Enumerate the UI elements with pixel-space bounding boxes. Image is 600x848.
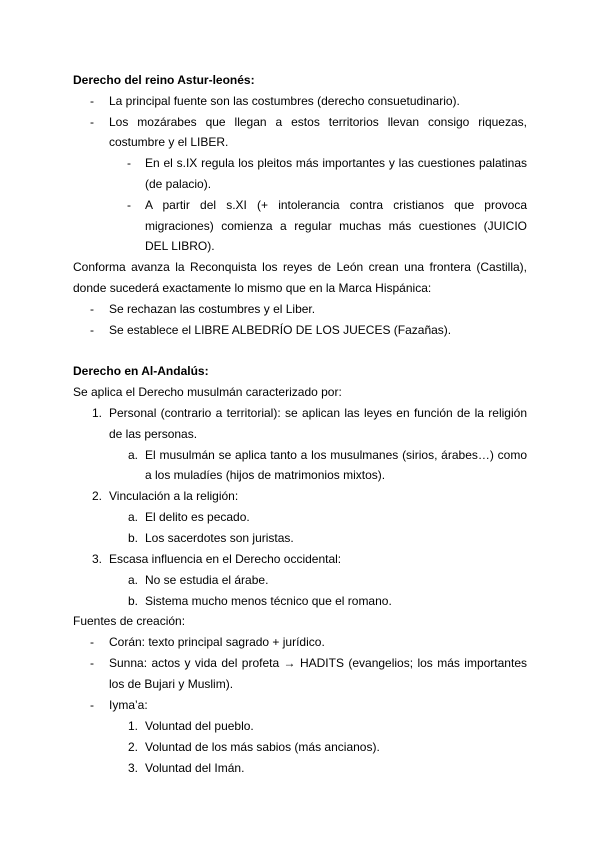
list-number: 3. <box>92 552 103 566</box>
sub-list-item: Sistema mucho menos técnico que el romano. <box>145 594 392 608</box>
list-item: Vinculación a la religión: <box>109 489 239 503</box>
list-item: Escasa influencia en el Derecho occidental: <box>109 552 342 566</box>
list-item-cont: costumbre y el LIBER. <box>109 135 229 149</box>
sub-list-item: El delito es pecado. <box>145 510 250 524</box>
bullet-dash: - <box>90 302 94 316</box>
bullet-dash: - <box>90 323 94 337</box>
sub-list-item: Voluntad del pueblo. <box>145 719 254 733</box>
sub-list-item-cont: DEL LIBRO). <box>145 239 215 253</box>
list-letter: a. <box>128 510 139 524</box>
list-number: 2. <box>128 740 139 754</box>
bullet-dash: - <box>90 635 94 649</box>
list-item: Corán: texto principal sagrado + jurídico. <box>109 635 325 649</box>
bullet-dash: - <box>127 198 131 212</box>
sub-list-item: Voluntad de los más sabios (más ancianos). <box>145 740 380 754</box>
list-letter: b. <box>128 531 139 545</box>
bullet-dash: - <box>90 94 94 108</box>
section-title-al-andalus: Derecho en Al-Andalús: <box>73 364 209 378</box>
bullet-dash: - <box>90 698 94 712</box>
sub-list-item: Voluntad del Imán. <box>145 761 245 775</box>
sub-list-item: En el s.IX regula los pleitos más importantes y las cuestiones palatinas <box>145 156 527 170</box>
sub-list-item: Los sacerdotes son juristas. <box>145 531 294 545</box>
bullet-dash: - <box>127 156 131 170</box>
paragraph: Conforma avanza la Reconquista los reyes de León crean una frontera (Castilla), <box>73 260 527 274</box>
list-item: Se rechazan las costumbres y el Liber. <box>109 302 316 316</box>
list-item: Sunna: actos y vida del profeta → HADITS (evangelios; los más importantes <box>109 656 527 670</box>
sub-list-item: A partir del s.XI (+ intolerancia contra cristianos que provoca <box>145 198 527 212</box>
list-item-cont: de las personas. <box>109 427 198 441</box>
bullet-dash: - <box>90 656 94 670</box>
list-number: 1. <box>128 719 139 733</box>
list-item: Los mozárabes que llegan a estos territorios llevan consigo riquezas, <box>109 115 527 129</box>
bullet-dash: - <box>90 115 94 129</box>
sub-list-item: No se estudia el árabe. <box>145 573 269 587</box>
list-letter: a. <box>128 448 139 462</box>
list-letter: a. <box>128 573 139 587</box>
sub-list-item-cont: (de palacio). <box>145 177 212 191</box>
list-number: 2. <box>92 489 103 503</box>
section-title-astur-leones: Derecho del reino Astur-leonés: <box>73 73 255 87</box>
list-item-cont: los de Bujari y Muslim). <box>109 677 234 691</box>
list-item: Iyma’a: <box>109 698 148 712</box>
list-item: La principal fuente son las costumbres (derecho consuetudinario). <box>109 94 460 108</box>
list-item: Se establece el LIBRE ALBEDRÍO DE LOS JUECES (Fazañas). <box>109 323 452 337</box>
sub-list-item-cont: a los muladíes (hijos de matrimonios mixtos). <box>145 468 386 482</box>
sub-list-item-cont: migraciones) comienza a regular muchas más cuestiones (JUICIO <box>145 219 527 233</box>
sub-list-item: El musulmán se aplica tanto a los musulmanes (sirios, árabes…) como <box>145 448 527 462</box>
list-number: 1. <box>92 406 103 420</box>
paragraph: Fuentes de creación: <box>73 614 186 628</box>
list-item: Personal (contrario a territorial): se aplican las leyes en función de la religión <box>109 406 527 420</box>
paragraph-cont: donde sucederá exactamente lo mismo que en la Marca Hispánica: <box>73 281 432 295</box>
list-number: 3. <box>128 761 139 775</box>
list-letter: b. <box>128 594 139 608</box>
paragraph: Se aplica el Derecho musulmán caracterizado por: <box>73 385 342 399</box>
